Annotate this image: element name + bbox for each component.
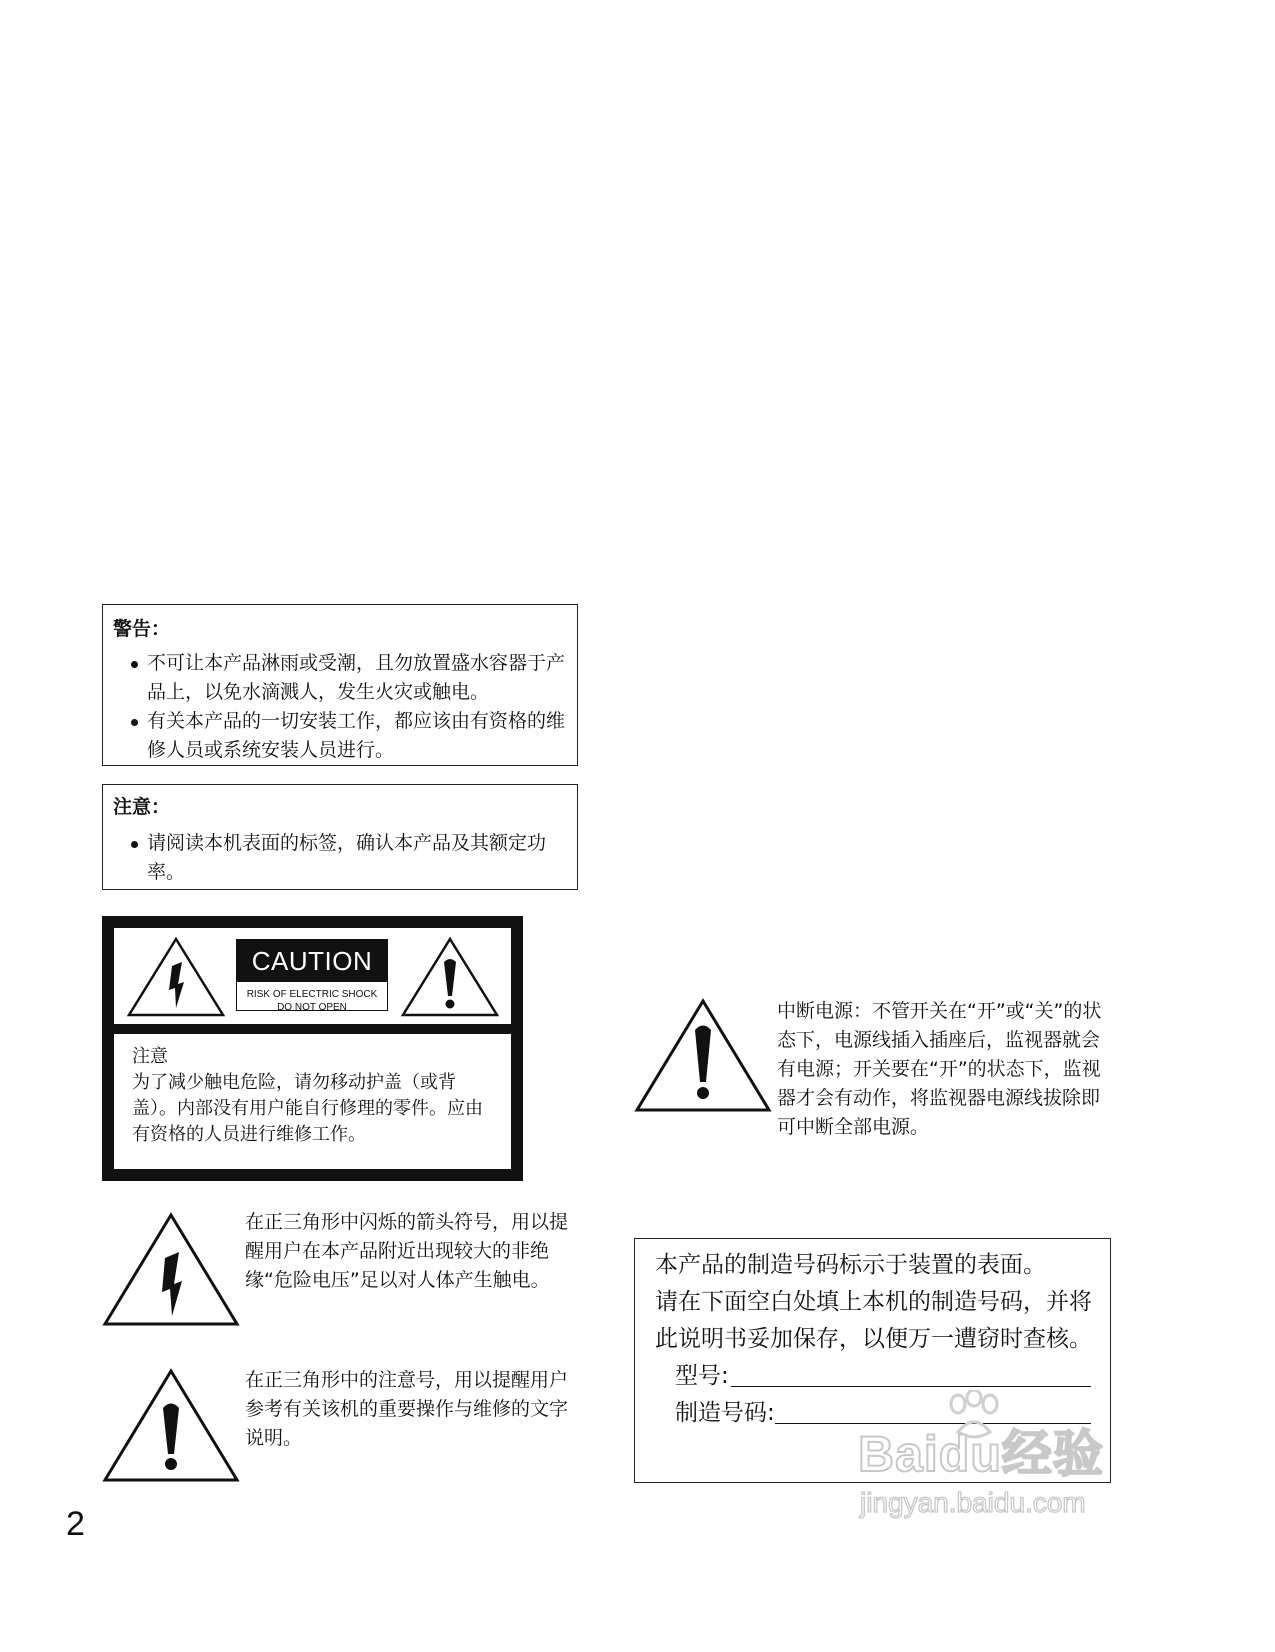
caution-note-title: 注意 xyxy=(132,1046,168,1067)
serial-number-box xyxy=(634,1238,1111,1483)
exclamation-description: 在正三角形中的注意号，用以提醒用户参考有关该机的重要操作与维修的文字说明。 xyxy=(245,1369,569,1449)
lightning-description: 在正三角形中闪烁的箭头符号，用以提醒用户在本产品附近出现较大的非绝缘“危险电压”足以对人体产生触电。 xyxy=(245,1211,569,1291)
lightning-icon xyxy=(102,1212,240,1328)
notice-box xyxy=(102,784,578,890)
warning-box xyxy=(102,604,578,766)
caution-upper-panel xyxy=(114,928,511,1024)
watermark-brand: Baidu经验 xyxy=(858,1426,1104,1482)
caution-heading: CAUTION xyxy=(237,940,387,982)
lightning-icon xyxy=(126,936,226,1018)
caution-sub-line1: RISK OF ELECTRIC SHOCK xyxy=(246,989,378,1000)
model-input-line xyxy=(731,1386,1091,1387)
notice-title: 注意： xyxy=(113,796,171,818)
caution-label xyxy=(102,916,523,1181)
warning-item: 有关本产品的一切安装工作，都应该由有资格的维修人员或系统安装人员进行。 xyxy=(113,707,567,765)
serial-intro: 本产品的制造号码标示于装置的表面。 xyxy=(655,1252,1046,1278)
caution-sub-line2: DO NOT OPEN xyxy=(277,1002,347,1013)
power-disconnect-text: 中断电源：不管开关在“开”或“关”的状态下，电源线插入插座后，监视器就会有电源；开关要在“开”的状态下，监视器才会有动作，将监视器电源线拔除即可中断全部电源。 xyxy=(777,1000,1102,1138)
exclamation-icon xyxy=(400,936,500,1018)
page-number: 2 xyxy=(66,1505,85,1543)
notice-list xyxy=(113,829,567,887)
exclamation-icon xyxy=(634,998,772,1114)
warning-list xyxy=(113,649,567,765)
notice-item: 请阅读本机表面的标签，确认本产品及其额定功率。 xyxy=(113,829,567,887)
model-field-row xyxy=(655,1358,1096,1395)
model-label: 型号: xyxy=(675,1363,729,1389)
exclamation-icon xyxy=(102,1368,240,1484)
warning-item: 不可让本产品淋雨或受潮，且勿放置盛水容器于产品上，以免水滴溅人，发生火灾或触电。 xyxy=(113,649,567,707)
caution-lower-panel xyxy=(114,1034,511,1169)
watermark-url: jingyan.baidu.com xyxy=(860,1487,1086,1518)
caution-note-text: 为了减少触电危险，请勿移动护盖（或背盖）。内部没有用户能自行修理的零件。应由有资格的人员进行维修工作。 xyxy=(132,1072,483,1145)
serial-label: 制造号码: xyxy=(675,1400,775,1426)
caution-plate xyxy=(236,939,388,1011)
serial-field-row xyxy=(655,1395,1096,1432)
serial-instructions: 请在下面空白处填上本机的制造号码，并将此说明书妥加保存，以便万一遭窃时查核。 xyxy=(655,1289,1092,1352)
warning-title: 警告： xyxy=(113,618,171,640)
serial-input-line xyxy=(775,1423,1091,1424)
